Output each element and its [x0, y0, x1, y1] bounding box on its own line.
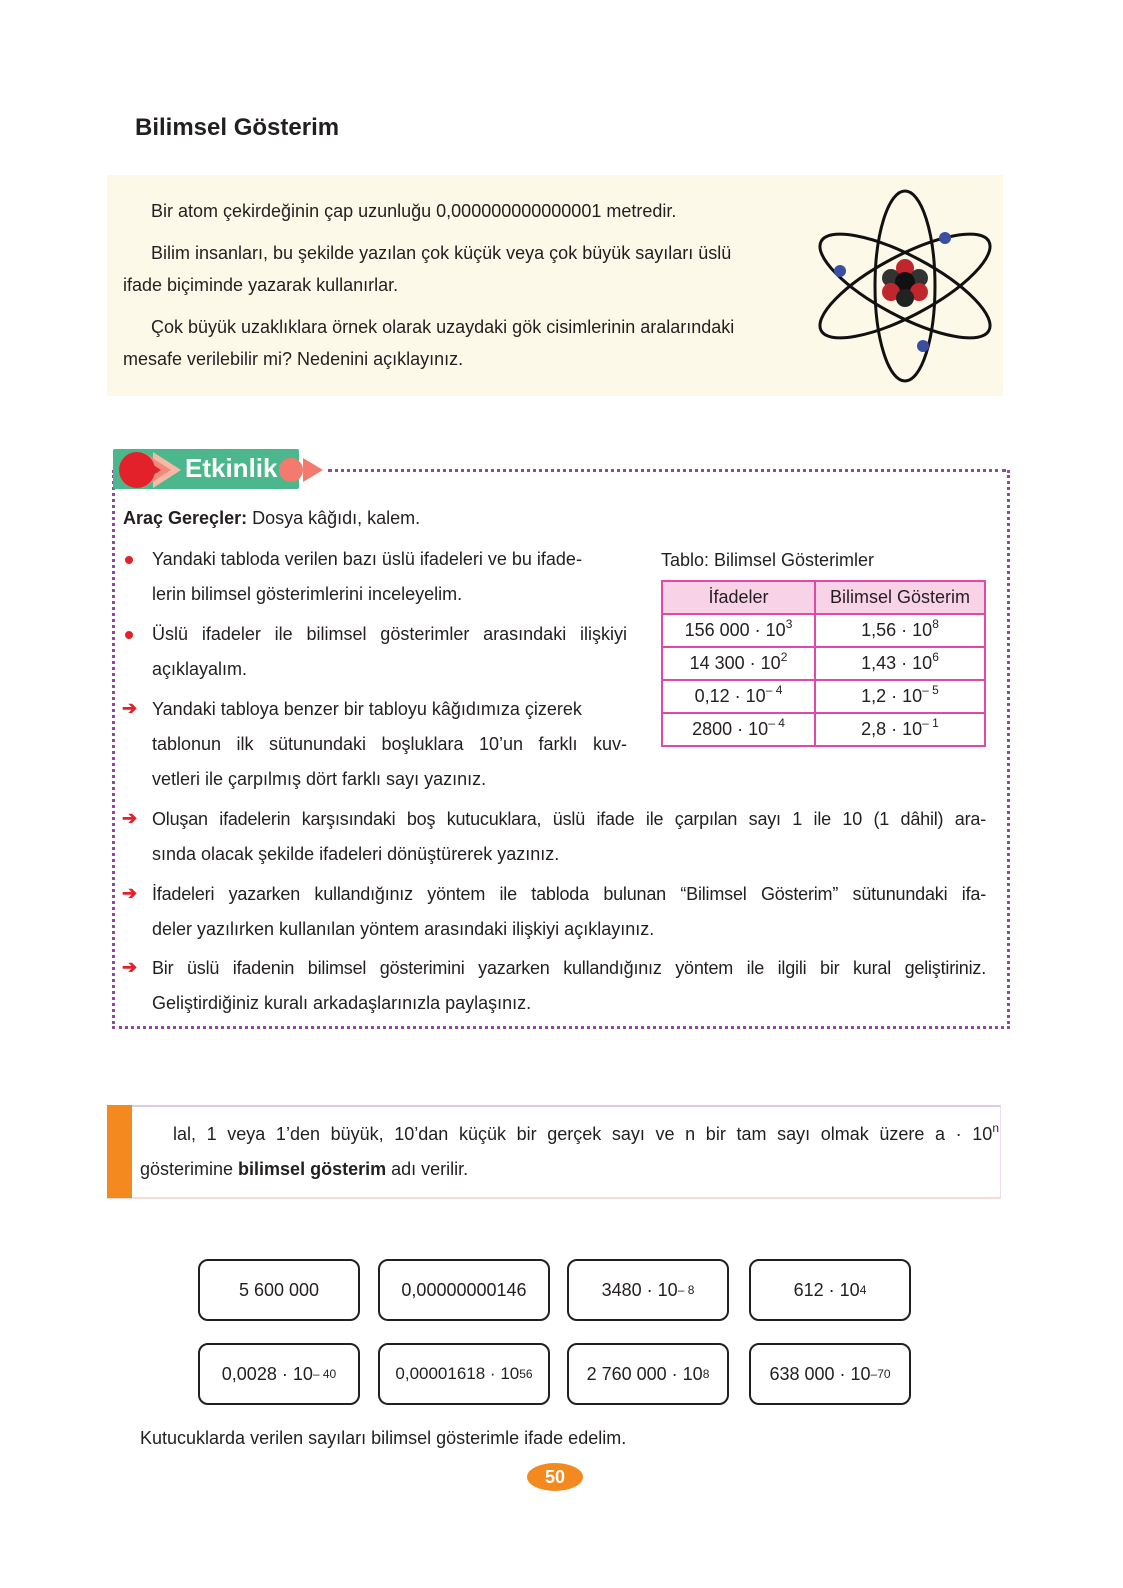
- bullet-icon: [125, 631, 133, 639]
- arrow-right-icon: ➔: [122, 698, 138, 718]
- tools-line: [123, 508, 420, 529]
- number-box: 612 · 10 4: [749, 1259, 911, 1321]
- intro-paragraph-3-line-1: Çok büyük uzaklıklara örnek olarak uzaydaki gök cisimlerinin aralarındaki: [151, 317, 735, 337]
- activity-item-3-line-1: Yandaki tabloya benzer bir tabloyu kâğıdımıza çizerek: [152, 699, 582, 719]
- number-box: 3480 · 10 – 8: [567, 1259, 729, 1321]
- activity-item-3-line-2: tablonun ilk sütunundaki boşluklara 10’un farklı kuv-: [152, 734, 627, 754]
- activity-item-4-line-1: Oluşan ifadelerin karşısındaki boş kutucuklara, üslü ifade ile çarpılan sayı 1 ile 10 (1 dâhil) ara-: [152, 809, 986, 829]
- intro-paragraph-3-line-2: mesafe verilebilir mi? Nedenini açıklayınız.: [123, 349, 464, 369]
- intro-paragraph-1: Bir atom çekirdeğinin çap uzunluğu 0,000000000000001 metredir.: [151, 201, 677, 221]
- arrow-right-icon: ➔: [122, 883, 138, 903]
- table-cell: $0,12 \cdot 10^{- 4}$: [662, 680, 815, 713]
- scientific-notation-table: [661, 580, 986, 747]
- table-row: [662, 647, 985, 680]
- atom-icon: [815, 186, 995, 386]
- activity-item-5-line-2: deler yazılırken kullanılan yöntem arasındaki ilişkiyi açıklayınız.: [152, 919, 655, 939]
- table-cell: $2800 \cdot 10^{- 4}$: [662, 713, 815, 746]
- definition-box: [107, 1105, 1001, 1199]
- bullet-icon: [125, 556, 133, 564]
- definition-line-2: gösterimine bilimsel gösterim adı verilir.: [140, 1159, 469, 1179]
- number-box: 638 000 · 10 –70: [749, 1343, 911, 1405]
- number-box: 0,00001618 · 10 56: [378, 1343, 550, 1405]
- definition-accent-bar: [107, 1105, 132, 1198]
- table-row: [662, 680, 985, 713]
- number-box: 5 600 000: [198, 1259, 360, 1321]
- table-cell: 14 $300 \cdot 10^2$: [662, 647, 815, 680]
- activity-item-4-line-2: sında olacak şekilde ifadeleri dönüştürerek yazınız.: [152, 844, 560, 864]
- table-header-row: [662, 581, 985, 614]
- tools-value: Dosya kâğıdı, kalem.: [247, 508, 421, 528]
- table-caption: Tablo: Bilimsel Gösterimler: [661, 550, 875, 570]
- activity-item-5-line-1: İfadeleri yazarken kullandığınız yöntem ile tabloda bulunan “Bilimsel Gösterim” sütunundaki ifa-: [152, 884, 986, 904]
- table-cell: $1,56 \cdot 10^8$: [815, 614, 985, 647]
- activity-item-2-line-1: Üslü ifadeler ile bilimsel gösterimler arasındaki ilişkiyi: [152, 624, 627, 644]
- number-box: 0,0028 · 10 – 40: [198, 1343, 360, 1405]
- table-row: [662, 713, 985, 746]
- activity-item-6-line-1: Bir üslü ifadenin bilimsel gösterimini yazarken kullandığınız yöntem ile ilgili bir kural geliştiriniz.: [152, 958, 986, 978]
- number-box: 0,00000000146: [378, 1259, 550, 1321]
- table-cell: 156 $000 \cdot 10^3$: [662, 614, 815, 647]
- intro-paragraph-2-line-1: Bilim insanları, bu şekilde yazılan çok küçük veya çok büyük sayıları üslü: [151, 243, 732, 263]
- closing-instruction: Kutucuklarda verilen sayıları bilimsel gösterimle ifade edelim.: [140, 1428, 627, 1448]
- table-cell: $1,2 \cdot 10^{- 5}$: [815, 680, 985, 713]
- number-box: 2 760 000 · 10 8: [567, 1343, 729, 1405]
- arrow-right-icon: ➔: [122, 808, 138, 828]
- definition-term: bilimsel gösterim: [238, 1159, 387, 1179]
- activity-badge-label: Etkinlik: [185, 453, 278, 483]
- activity-item-2-line-2: açıklayalım.: [152, 659, 248, 679]
- table-header-expressions: İfadeler: [662, 581, 815, 614]
- page-title: Bilimsel Gösterim: [135, 114, 340, 141]
- tools-label: Araç Gereçler:: [123, 508, 248, 528]
- table-header-scientific: Bilimsel Gösterim: [815, 581, 985, 614]
- activity-item-3-line-3: vetleri ile çarpılmış dört farklı sayı yazınız.: [152, 769, 487, 789]
- intro-paragraph-2-line-2: ifade biçiminde yazarak kullanırlar.: [123, 275, 399, 295]
- definition-line-1: lal, 1 veya 1’den büyük, 10’dan küçük bir gerçek sayı ve n bir tam sayı olmak üzere $a \cdot 10^n$: [173, 1121, 999, 1144]
- page-number: 50: [527, 1463, 583, 1491]
- arrow-right-icon: ➔: [122, 957, 138, 977]
- activity-item-1-line-2: lerin bilimsel gösterimlerini inceleyelim.: [152, 584, 463, 604]
- activity-item-1-line-1: Yandaki tabloda verilen bazı üslü ifadeleri ve bu ifade-: [152, 549, 582, 569]
- table-cell: $1,43 \cdot 10^6$: [815, 647, 985, 680]
- table-cell: $2,8 \cdot 10^{- 1}$: [815, 713, 985, 746]
- table-row: [662, 614, 985, 647]
- activity-frame-top-border: [328, 469, 1006, 472]
- activity-item-6-line-2: Geliştirdiğiniz kuralı arkadaşlarınızla paylaşınız.: [152, 993, 532, 1013]
